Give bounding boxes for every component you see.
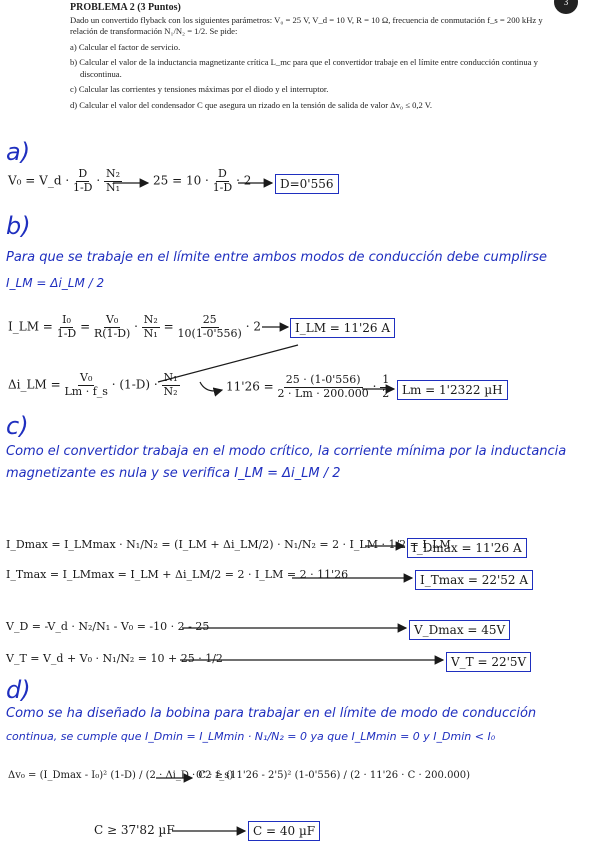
ripple-equation: Δv₀ = (I_Dmax - I₀)² (1-D) / (2 · Δi_D · C · f_s) bbox=[8, 770, 234, 781]
frac-d-over-1-d: $\frac{D}{1-D}$ bbox=[72, 167, 93, 194]
section-c-label: c) bbox=[6, 412, 29, 440]
problem-item-b: b) Calcular el valor de la inductancia magnetizante crítica L_mc para que el convertidor trabaje en el límite entre conducción continua y discontinua. bbox=[70, 57, 538, 79]
capacitor-result: C = 40 µF bbox=[248, 821, 320, 841]
ilm-result: I_LM = 11'26 A bbox=[290, 318, 395, 338]
section-c-text-2: magnetizante es nula y se verifica I_LM = Δi_LM / 2 bbox=[6, 466, 341, 481]
diode-current-equation: I_Dmax = I_LMmax · N₁/N₂ = (I_LM + Δi_LM/2) · N₁/N₂ = 2 · I_LM · 1/2 = I_LM bbox=[6, 538, 451, 551]
arrow-b2 bbox=[200, 382, 222, 391]
lm-result: Lm = 1'2322 µH bbox=[397, 380, 508, 400]
frac-n2-over-n1: $\frac{\text{N₂}}{\text{N₁}}$ bbox=[105, 167, 121, 194]
problem-item-c: c) Calcular las corrientes y tensiones máximas por el diodo y el interruptor. bbox=[70, 84, 329, 95]
ripple-substitution: 0'2 ≥ (11'26 - 2'5)² (1-0'556) / (2 · 11'26 · C · 200.000) bbox=[196, 770, 471, 781]
section-a-label: a) bbox=[6, 138, 31, 166]
section-b-text: Para que se trabaje en el límite entre ambos modos de conducción debe cumplirse bbox=[6, 250, 547, 265]
section-c-text-1: Como el convertidor trabaja en el modo crítico, la corriente mínima por la inductancia bbox=[6, 444, 567, 459]
duty-eq-lhs: V₀ = V_d · bbox=[8, 173, 70, 188]
frac-d-over-1-d-2: $\frac{D}{1-D}$ bbox=[212, 167, 233, 194]
diode-voltage-equation: V_D = -V_d · N₂/N₁ - V₀ = -10 · 2 - 25 bbox=[6, 620, 210, 633]
lm-substitution: 11'26 = $\frac{25 \cdot (1-0'556)}{2 \cdot Lm \cdot 200.000}$ · $\frac{1}{2}$ bbox=[226, 373, 390, 400]
diode-current-result: I_Dmax = 11'26 A bbox=[407, 538, 527, 558]
switch-voltage-equation: V_T = V_d + V₀ · N₁/N₂ = 10 + 25 · 1/2 bbox=[6, 652, 223, 665]
delta-ilm-equation: Δi_LM = $\frac{\text{V₀}}{Lm \cdot f\_s}$ · (1-D) · $\frac{\text{N₁}}{\text{N₂}}$ bbox=[8, 371, 178, 398]
switch-current-equation: I_Tmax = I_LMmax = I_LM + Δi_LM/2 = 2 · I_LM = 2 · 11'26 bbox=[6, 568, 349, 581]
duty-cycle-equation: V₀ = V_d · $\frac{D}{1-D}$ · $\frac{\text{N₂}}{\text{N₁}}$ bbox=[8, 167, 121, 194]
section-b-label: b) bbox=[6, 212, 31, 240]
problem-item-a: a) Calcular el factor de servicio. bbox=[70, 41, 181, 52]
switch-current-result: I_Tmax = 22'52 A bbox=[415, 570, 533, 590]
problem-item-d: d) Calcular el valor del condensador C que asegura un rizado en la tensión de salida de valor Δv₀ ≤ 0,2 V. bbox=[70, 100, 433, 111]
duty-cycle-substitution: 25 = 10 · $\frac{D}{1-D}$ · 2 bbox=[153, 167, 252, 194]
ilm-equation: I_LM = $\frac{\text{I₀}}{1-D}$ = $\frac{\text{V₀}}{R(1-D)}$ · $\frac{\text{N₂}}{\text{N₁}}$ = $\frac{25}{10(1-0'556)}$ · 2 bbox=[8, 313, 261, 340]
page-badge: 3 bbox=[554, 0, 578, 14]
section-d-text-2: continua, se cumple que I_Dmin = I_LMmin · N₁/N₂ = 0 ya que I_LMmin = 0 y I_Dmin < I₀ bbox=[6, 730, 496, 743]
problem-title: PROBLEMA 2 (3 Puntos) bbox=[70, 2, 181, 13]
section-d-label: d) bbox=[6, 676, 31, 704]
critical-condition: I_LM = Δi_LM / 2 bbox=[6, 276, 105, 290]
capacitor-inequality: C ≥ 37'82 µF bbox=[94, 823, 175, 837]
section-d-text-1: Como se ha diseñado la bobina para trabajar en el límite de modo de conducción bbox=[6, 706, 537, 721]
problem-intro: Dado un convertido flyback con los siguientes parámetros: V₀ = 25 V, V_d = 10 V, R = 10 Ω, frecuencia de conmutación f_s = 200 kHz y relación de transformación N₁/N₂ = 1/2. Se pide: bbox=[70, 14, 543, 37]
diode-voltage-result: V_Dmax = 45V bbox=[409, 620, 510, 640]
duty-cycle-result: D=0'556 bbox=[275, 174, 339, 194]
switch-voltage-result: V_T = 22'5V bbox=[446, 652, 531, 672]
